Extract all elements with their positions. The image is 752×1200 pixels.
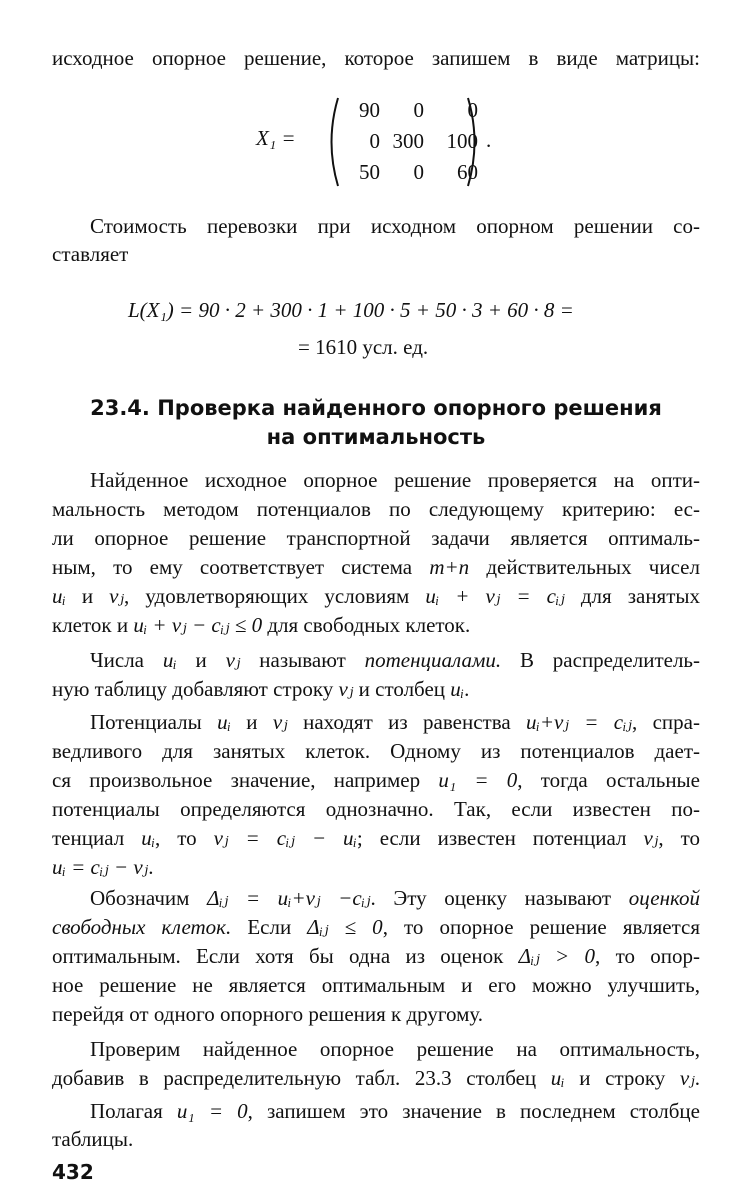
math-inline: vⱼ: [643, 826, 659, 850]
text-span: .: [148, 855, 154, 879]
term-italic: потенциалами.: [364, 648, 502, 672]
text-span: , запишем это значение в последнем столбце: [247, 1099, 700, 1123]
text-line: [52, 942, 700, 970]
page-number: 432: [52, 1160, 94, 1184]
text-span: называют: [240, 648, 365, 672]
matrix-cell: 50: [359, 160, 380, 184]
text-span: ся произвольное значение, например: [52, 768, 439, 792]
text-line: ведливого для занятых клеток. Одному из потенциалов дает-: [52, 739, 700, 763]
intro-line: исходное опорное решение, которое запишем в виде матрицы:: [52, 46, 700, 70]
math-inline: vⱼ: [225, 648, 241, 672]
text-span: Потенциалы: [90, 710, 218, 734]
matrix-cell: 300: [392, 129, 424, 153]
math-inline: m+n: [429, 555, 470, 579]
cost-formula-line-2: = 1610 усл. ед.: [298, 335, 429, 359]
math-inline: vⱼ = cᵢⱼ − uᵢ: [213, 826, 357, 850]
matrix-cell: 0: [413, 98, 424, 122]
math-inline: uᵢ + vⱼ = cᵢⱼ: [425, 584, 565, 608]
math-inline: uᵢ + vⱼ − cᵢⱼ ≤ 0: [133, 613, 263, 637]
math-inline: vⱼ: [272, 710, 288, 734]
text-span: и: [230, 710, 273, 734]
text-span: Полагая: [90, 1099, 177, 1123]
text-span: , то опорное решение является: [382, 915, 700, 939]
text-span: оптимальным. Если хотя бы одна из оценок: [52, 944, 519, 968]
text-span: , удовлетворяющих условиям: [124, 584, 426, 608]
text-span: клеток и: [52, 613, 134, 637]
text-span: добавив в распределительную табл. 23.3 столбец: [52, 1066, 551, 1090]
text-span: действительных чисел: [469, 555, 700, 579]
math-inline: uᵢ: [141, 826, 156, 850]
text-line: [52, 853, 700, 881]
paragraph-cost-line-1: Стоимость перевозки при исходном опорном решении со-: [90, 214, 700, 238]
matrix-label: X₁ =: [256, 126, 296, 150]
matrix-cell: 90: [359, 98, 380, 122]
text-span: , то опор-: [595, 944, 700, 968]
right-paren: [466, 96, 484, 188]
section-heading-line-1: 23.4. Проверка найденного опорного решения: [90, 396, 662, 420]
text-line: ли опорное решение транспортной задачи является оптималь-: [52, 526, 700, 550]
left-paren: [322, 96, 340, 188]
math-inline: u₁ = 0: [176, 1099, 248, 1123]
text-span: , то: [658, 826, 700, 850]
matrix-cell: 100: [446, 129, 478, 153]
math-inline: Δᵢⱼ = uᵢ+vⱼ −cᵢⱼ: [207, 886, 371, 910]
text-span: .: [694, 1066, 700, 1090]
cost-formula-line-1: L(X₁) = 90 · 2 + 300 · 1 + 100 · 5 + 50 · 3 + 60 · 8 =: [128, 298, 574, 322]
text-line: [52, 884, 700, 912]
text-line: перейдя от одного опорного решения к другому.: [52, 1002, 484, 1026]
text-span: , тогда остальные: [517, 768, 700, 792]
text-line: таблицы.: [52, 1127, 134, 1151]
text-line: [52, 708, 700, 736]
text-line: [52, 582, 700, 610]
text-span: В распределитель-: [501, 648, 700, 672]
math-inline: uᵢ: [450, 677, 465, 701]
math-inline: vⱼ: [109, 584, 125, 608]
math-inline: uᵢ: [52, 584, 66, 608]
text-span: Числа: [90, 648, 163, 672]
math-inline: vⱼ: [338, 677, 354, 701]
text-span: для свободных клеток.: [262, 613, 471, 637]
term-italic: оценкой: [628, 886, 701, 910]
text-span: Если: [231, 915, 308, 939]
text-line: [52, 913, 700, 941]
text-line: мальность методом потенциалов по следующему критерию: ес-: [52, 497, 700, 521]
matrix-grid: [340, 96, 480, 188]
math-inline: uᵢ: [550, 1066, 565, 1090]
matrix-cell: 60: [457, 160, 478, 184]
text-span: , спра-: [631, 710, 700, 734]
text-span: Обозначим: [90, 886, 208, 910]
text-line: Найденное исходное опорное решение проверяется на опти-: [90, 468, 700, 492]
text-span: ным, то ему соответствует система: [52, 555, 430, 579]
math-inline: uᵢ: [217, 710, 231, 734]
math-inline: uᵢ = cᵢⱼ − vⱼ: [52, 855, 149, 879]
text-span: , то: [155, 826, 214, 850]
matrix-cell: 0: [369, 129, 380, 153]
text-span: и: [65, 584, 110, 608]
math-inline: Δᵢⱼ ≤ 0: [307, 915, 383, 939]
text-span: .: [464, 677, 470, 701]
text-line: ное решение не является оптимальным и его можно улучшить,: [52, 973, 700, 997]
text-line: [52, 824, 700, 852]
text-line: Проверим найденное опорное решение на оптимальность,: [90, 1037, 700, 1061]
paragraph-cost-line-2: ставляет: [52, 242, 129, 266]
text-span: и строку: [564, 1066, 680, 1090]
text-line: [52, 1097, 700, 1125]
text-span: для занятых: [564, 584, 700, 608]
math-inline: u₁ = 0: [438, 768, 518, 792]
text-line: [52, 646, 700, 674]
text-span: ; если известен потенциал: [356, 826, 644, 850]
math-inline: uᵢ+vⱼ = cᵢⱼ: [526, 710, 632, 734]
text-line: [52, 675, 700, 703]
text-span: и: [176, 648, 226, 672]
text-line: [52, 766, 700, 794]
text-line: [52, 553, 700, 581]
text-span: находят из равенства: [287, 710, 527, 734]
text-span: и столбец: [353, 677, 451, 701]
section-heading-line-2: на оптимальность: [266, 425, 486, 449]
text-span: ную таблицу добавляют строку: [52, 677, 339, 701]
matrix-cell: 0: [467, 98, 478, 122]
text-span: тенциал: [52, 826, 142, 850]
text-line: [52, 611, 700, 639]
matrix-cell: 0: [413, 160, 424, 184]
math-inline: vⱼ: [679, 1066, 695, 1090]
math-inline: Δᵢⱼ > 0: [518, 944, 596, 968]
math-inline: uᵢ: [162, 648, 177, 672]
text-span: . Эту оценку называют: [370, 886, 629, 910]
term-italic: свободных клеток.: [52, 915, 232, 939]
matrix-trailing-dot: .: [486, 128, 492, 152]
text-line: потенциалы определяются однозначно. Так, если известен по-: [52, 797, 700, 821]
text-line: [52, 1064, 700, 1092]
